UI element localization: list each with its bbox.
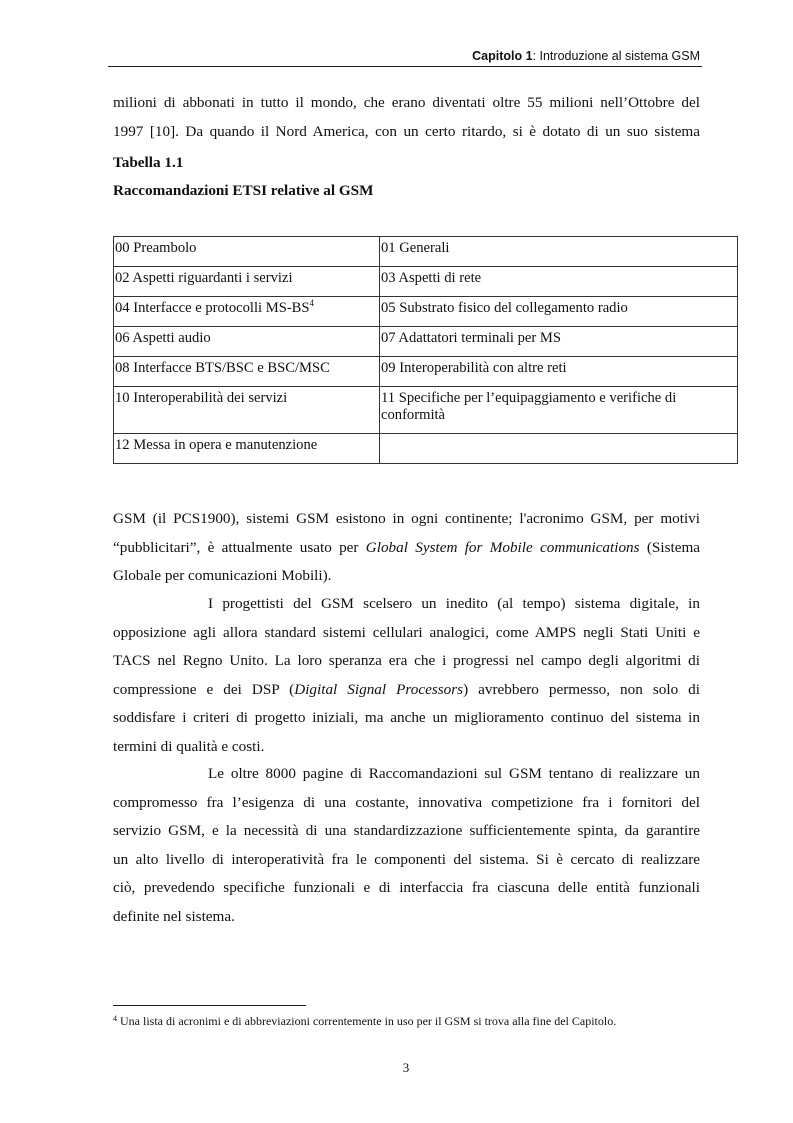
text-line: Globale per comunicazioni Mobili). [113, 567, 332, 585]
table-caption: Raccomandazioni ETSI relative al GSM [113, 182, 374, 199]
header-title: : Introduzione al sistema GSM [532, 49, 700, 63]
text-line: servizio GSM, e la necessità di una standardizzazione sufficientemente spinta, da garantire [113, 822, 700, 840]
table-cell: 09 Interoperabilità con altre reti [380, 357, 738, 387]
table-cell: 01 Generali [380, 237, 738, 267]
page-number: 3 [402, 1060, 410, 1075]
header-chapter: Capitolo 1 [472, 49, 533, 63]
footnote [113, 1014, 713, 1029]
text-line: opposizione agli allora standard sistemi cellulari analogici, come AMPS negli Stati Uniti e [113, 623, 700, 641]
footnote-rule [113, 1005, 306, 1006]
text-line [113, 534, 700, 563]
text-line: I progettisti del GSM scelsero un inedito (al tempo) sistema digitale, in [208, 595, 700, 612]
paragraph-designers [113, 590, 700, 762]
intro-paragraph [113, 89, 700, 146]
text-run: compressione e dei DSP ( [113, 680, 295, 698]
paragraph-recommendations [113, 760, 700, 932]
table-cell [114, 297, 380, 327]
header-rule [108, 66, 702, 67]
table-row [114, 387, 738, 434]
italic-term: Global System for Mobile communications [365, 538, 640, 556]
text-line: Le oltre 8000 pagine di Raccomandazioni sul GSM tentano di realizzare un [208, 765, 700, 782]
table-cell: 11 Specifiche per l’equipaggiamento e verifiche di conformità [380, 387, 738, 434]
table-row [114, 357, 738, 387]
text-line: definite nel sistema. [113, 907, 235, 925]
table-row [114, 327, 738, 357]
footnote-marker: 4 [309, 298, 315, 308]
table-cell: 02 Aspetti riguardanti i servizi [114, 267, 380, 297]
text-line: un alto livello di interoperatività fra le componenti del sistema. Si è cercato di realizzare [113, 850, 700, 868]
running-header [108, 48, 700, 64]
table-row [114, 237, 738, 267]
table-cell: 08 Interfacce BTS/BSC e BSC/MSC [114, 357, 380, 387]
text-run: (Sistema [639, 538, 701, 556]
text-line: ciò, prevedendo specifiche funzionali e di interfaccia fra ciascuna delle entità funzionali [113, 879, 700, 897]
text-line: milioni di abbonati in tutto il mondo, che erano diventati oltre 55 milioni nell’Ottobre del [113, 94, 700, 111]
table-row [114, 297, 738, 327]
text-run: ) avrebbero permesso, non solo di [463, 680, 700, 698]
table-cell: 03 Aspetti di rete [380, 267, 738, 297]
footnote-text: Una lista di acronimi e di abbreviazioni correntemente in uso per il GSM si trova alla fine del Capitolo. [117, 1014, 617, 1028]
cell-text: 04 Interfacce e protocolli MS-BS [115, 300, 310, 316]
table-cell: 12 Messa in opera e manutenzione [114, 434, 380, 464]
table-cell [380, 434, 738, 464]
text-line: GSM (il PCS1900), sistemi GSM esistono in ogni continente; l'acronimo GSM, per motivi [113, 510, 700, 527]
text-line: compromesso fra l’esigenza di una costante, innovativa competizione fra i fornitori del [113, 793, 700, 811]
text-line: TACS nel Regno Unito. La loro speranza era che i progressi nel campo degli algoritmi di [113, 652, 700, 670]
table-cell: 10 Interoperabilità dei servizi [114, 387, 380, 434]
table-cell: 05 Substrato fisico del collegamento radio [380, 297, 738, 327]
text-line [113, 676, 700, 705]
paragraph-gsm-acronym [113, 505, 700, 591]
table-cell: 00 Preambolo [114, 237, 380, 267]
text-run: “pubblicitari”, è attualmente usato per [113, 538, 366, 556]
text-line: 1997 [10]. Da quando il Nord America, con un certo ritardo, si è dotato di un suo sistema [113, 122, 700, 140]
italic-term: Digital Signal Processors [294, 680, 464, 698]
table-label: Tabella 1.1 [113, 154, 184, 171]
text-line: soddisfare i criteri di progetto iniziali, ma anche un miglioramento continuo del sistema in [113, 709, 700, 727]
table-cell: 07 Adattatori terminali per MS [380, 327, 738, 357]
table-row [114, 267, 738, 297]
table-row [114, 434, 738, 464]
footnote-number: 4 [113, 1014, 117, 1023]
table-cell: 06 Aspetti audio [114, 327, 380, 357]
etsi-recommendations-table [113, 236, 738, 464]
text-line: termini di qualità e costi. [113, 737, 265, 755]
